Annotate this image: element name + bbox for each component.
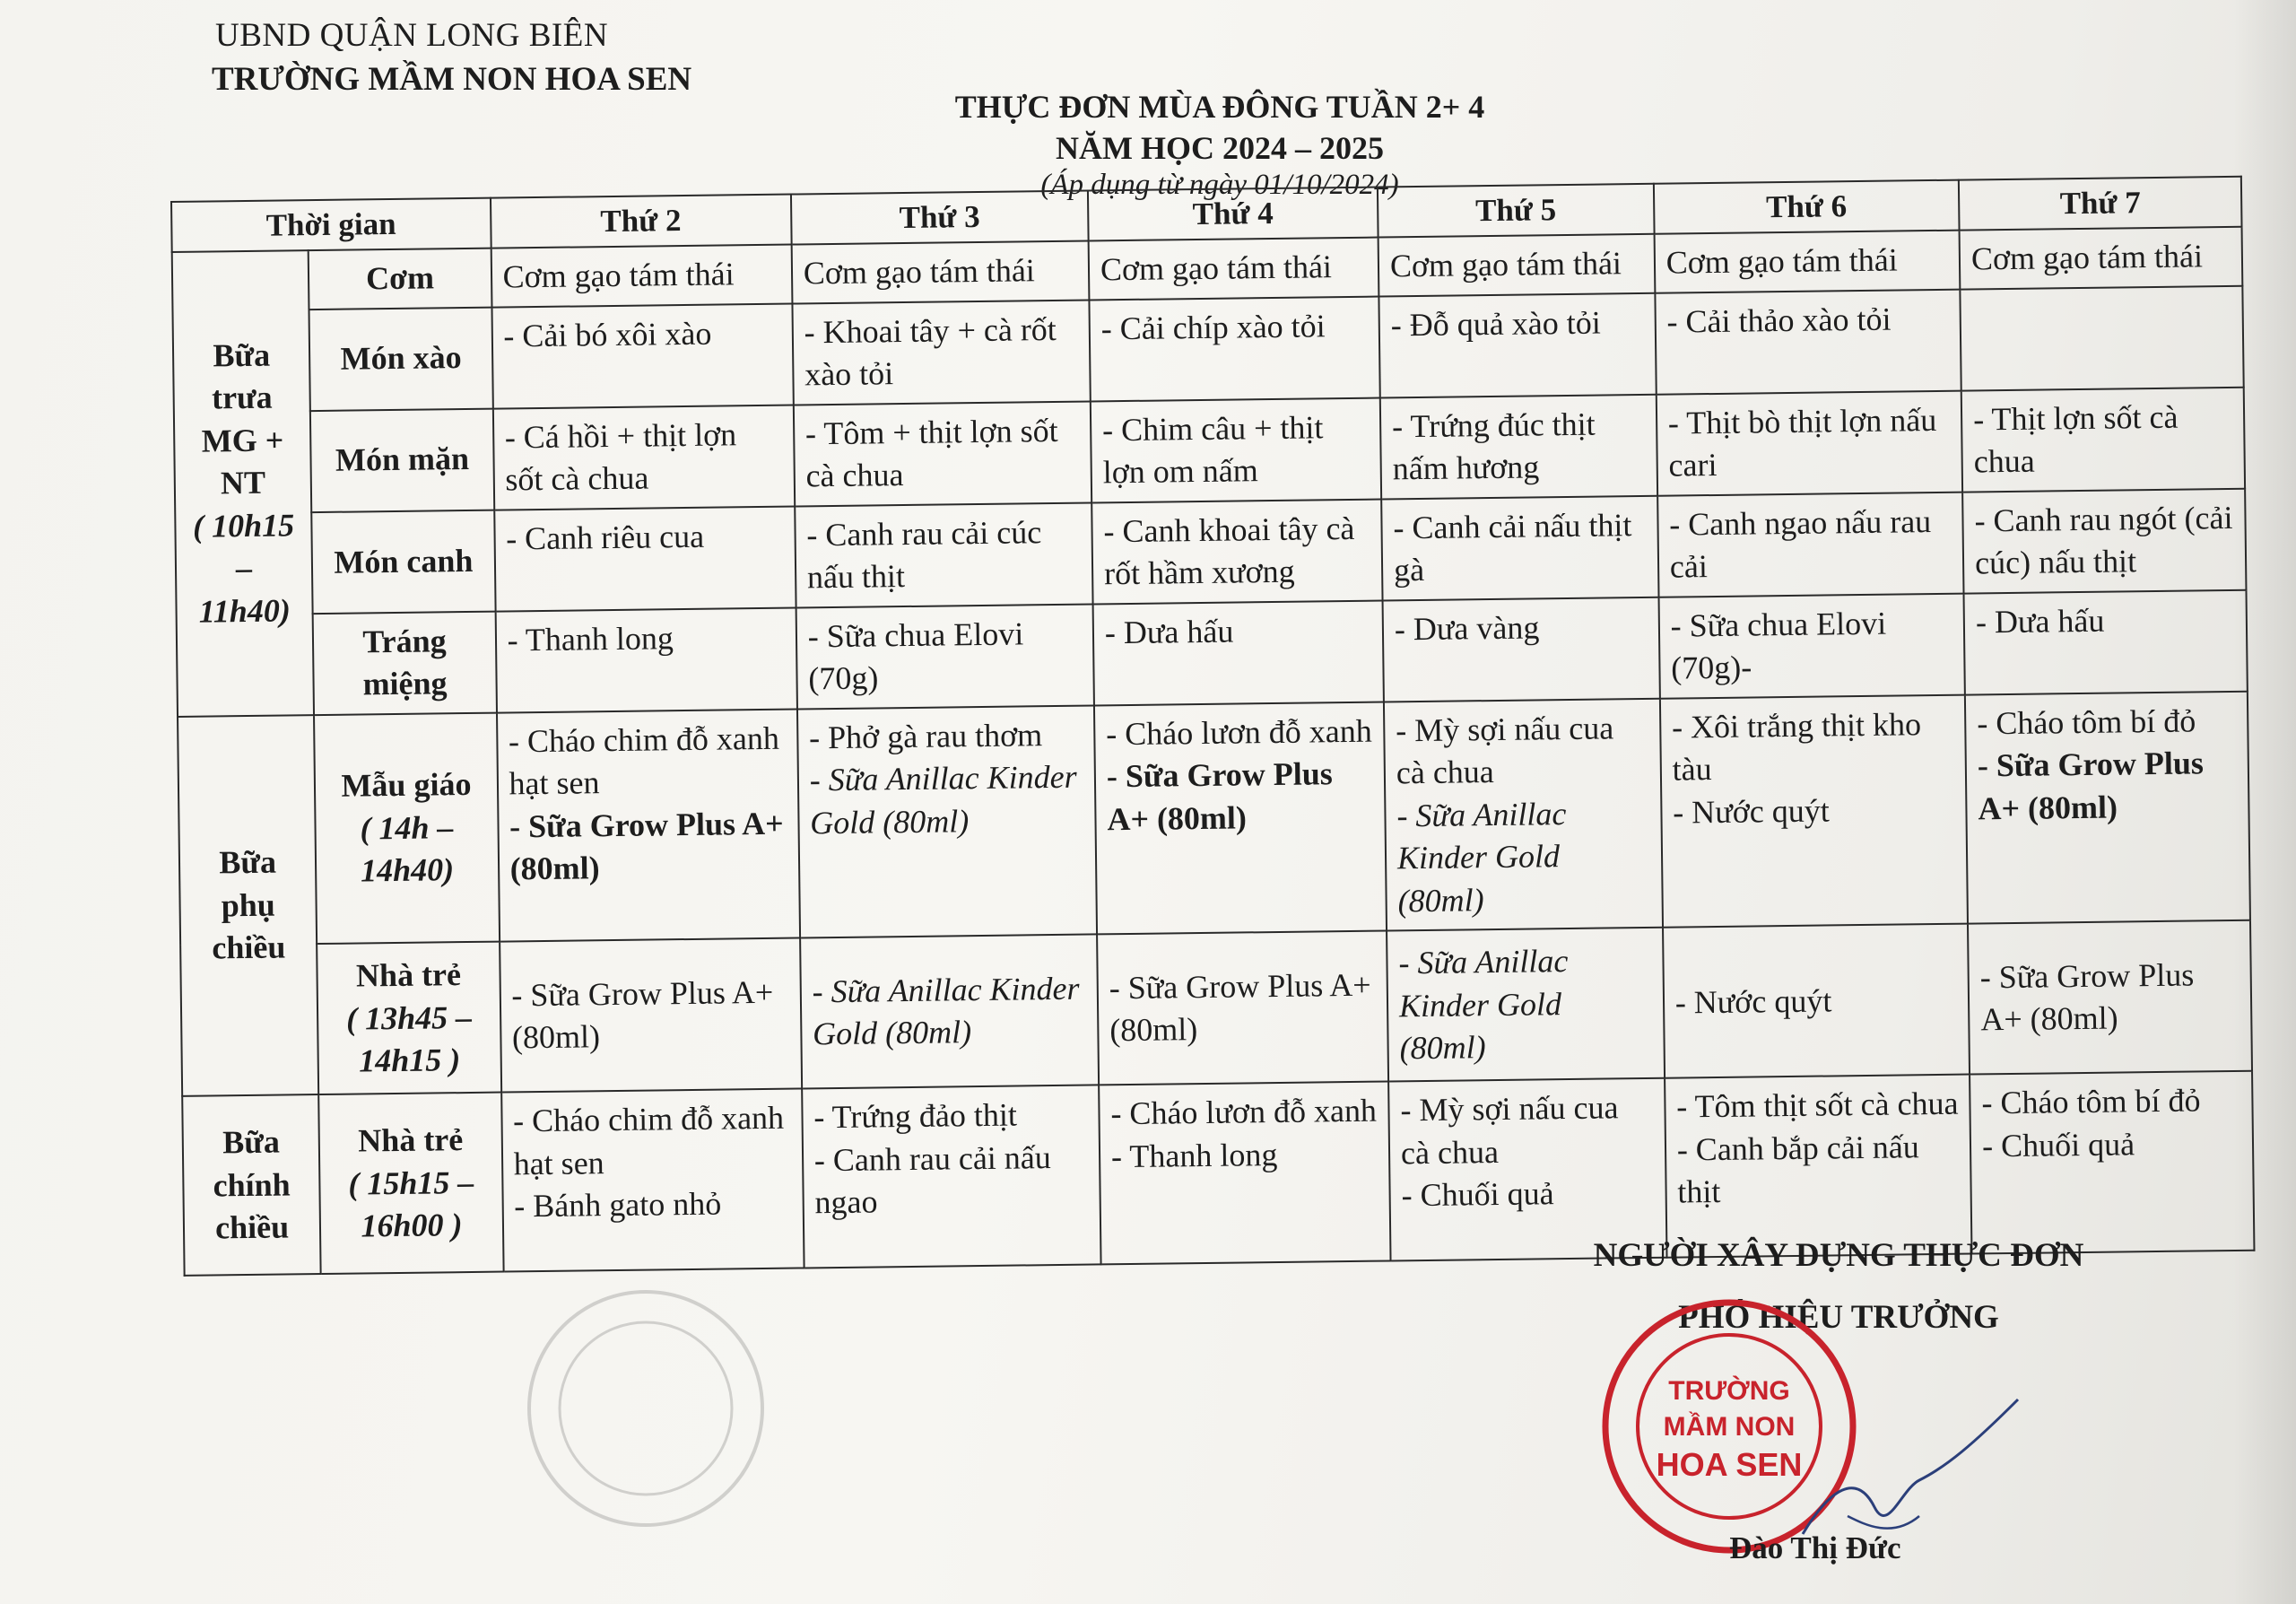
lunch-group-label: Bữa trưa MG + NT ( 10h15 – 11h40) xyxy=(172,250,315,716)
menu-cell: Cơm gạo tám thái xyxy=(1378,234,1656,296)
row-label-mau-giao: Mẫu giáo ( 14h – 14h40) xyxy=(314,712,499,944)
menu-cell: - Dưa hấu xyxy=(1964,590,2248,695)
menu-cell: - Canh rau cải cúc nấu thịt xyxy=(795,502,1093,607)
menu-cell: - Khoai tây + cà rốt xào tỏi xyxy=(792,300,1091,405)
menu-cell: - Sữa Anillac Kinder Gold (80ml) xyxy=(1387,928,1665,1082)
menu-cell: - Cháo lươn đỗ xanh - Thanh long xyxy=(1099,1082,1390,1265)
day-header: Thứ 2 xyxy=(491,195,792,248)
row-label-canh: Món canh xyxy=(312,510,496,614)
menu-builder-role: NGƯỜI XÂY DỰNG THỰC ĐƠN xyxy=(1593,1237,2084,1274)
row-label-xao: Món xào xyxy=(309,307,493,411)
menu-cell: - Trứng đảo thịt - Canh rau cải nấu ngao xyxy=(802,1085,1101,1268)
menu-cell: - Thịt lợn sốt cà chua xyxy=(1961,388,2245,493)
menu-cell: - Tôm thịt sốt cà chua - Canh bắp cải nấu thịt xyxy=(1665,1075,1972,1258)
menu-cell: - Mỳ sợi nấu cua cà chua - Chuối quả xyxy=(1388,1078,1666,1261)
menu-cell: Cơm gạo tám thái xyxy=(791,241,1089,304)
menu-cell: - Sữa Grow Plus A+ (80ml) xyxy=(1968,920,2252,1075)
menu-cell: Cơm gạo tám thái xyxy=(1089,238,1379,300)
menu-cell: - Dưa hấu xyxy=(1092,600,1383,705)
lunch-time: ( 10h15 – 11h40) xyxy=(192,507,295,630)
menu-cell: - Cháo tôm bí đỏ - Sữa Grow Plus A+ (80ml) xyxy=(1965,692,2250,924)
menu-cell: - Cải bó xôi xào xyxy=(491,303,794,408)
menu-cell: - Cháo tôm bí đỏ - Chuối quả xyxy=(1970,1071,2254,1254)
menu-cell: - Sữa Grow Plus A+ (80ml) xyxy=(1097,931,1388,1085)
menu-cell: - Cháo chim đỗ xanh hạt sen - Sữa Grow Plus A+ (80ml) xyxy=(497,709,800,942)
dinner-group-label: Bữa chính chiều xyxy=(182,1094,321,1276)
vice-principal-role: PHÓ HIỆU TRƯỞNG xyxy=(1678,1299,1999,1336)
menu-cell xyxy=(1960,285,2243,390)
menu-cell: Cơm gạo tám thái xyxy=(491,245,792,308)
school-header xyxy=(212,16,692,99)
menu-cell: - Canh rau ngót (cải cúc) nấu thịt xyxy=(1962,489,2246,594)
menu-cell: - Thanh long xyxy=(495,607,797,712)
menu-cell: - Canh ngao nấu rau cải xyxy=(1657,492,1964,597)
day-header: Thứ 3 xyxy=(791,191,1089,245)
menu-cell: - Nước quýt xyxy=(1663,924,1970,1078)
snack-nt-time: ( 13h45 – 14h15 ) xyxy=(345,998,473,1079)
table-row xyxy=(180,920,2252,1096)
menu-cell: - Canh cải nấu thịt gà xyxy=(1381,496,1658,601)
menu-cell: - Thịt bò thịt lợn nấu cari xyxy=(1657,390,1963,495)
row-label-nha-tre-snack: Nhà trẻ ( 13h45 – 14h15 ) xyxy=(317,942,501,1094)
menu-cell: - Sữa Anillac Kinder Gold (80ml) xyxy=(800,935,1099,1089)
snack-mg-time: ( 14h – 14h40) xyxy=(360,809,455,889)
menu-cell: - Xôi trắng thịt kho tàu - Nước quýt xyxy=(1660,694,1968,928)
menu-cell: - Mỳ sợi nấu cua cà chua - Sữa Anillac Kinder Gold (80ml) xyxy=(1384,699,1663,931)
menu-cell: - Cải thảo xào tỏi xyxy=(1655,289,1961,394)
signer-name: Đào Thị Đức xyxy=(1729,1530,1901,1565)
faint-stamp-image xyxy=(511,1274,780,1543)
row-label-nha-tre-dinner: Nhà trẻ ( 15h15 – 16h00 ) xyxy=(319,1093,504,1274)
row-label-com: Cơm xyxy=(309,248,491,309)
menu-cell: - Cải chíp xào tỏi xyxy=(1089,296,1379,401)
day-header: Thứ 6 xyxy=(1654,180,1960,234)
document-title: THỰC ĐƠN MÙA ĐÔNG TUẦN 2+ 4 xyxy=(954,89,1485,125)
menu-cell: - Tôm + thịt lợn sốt cà chua xyxy=(794,401,1092,506)
school-name: TRƯỜNG MẦM NON HOA SEN xyxy=(212,61,692,98)
svg-text:TRƯỜNG: TRƯỜNG xyxy=(1668,1376,1790,1406)
menu-cell: - Cháo lươn đỗ xanh - Sữa Grow Plus A+ (80ml) xyxy=(1094,702,1387,935)
menu-cell: - Đỗ quả xào tỏi xyxy=(1378,292,1656,397)
svg-text:MẦM NON: MẦM NON xyxy=(1663,1412,1796,1442)
time-header: Thời gian xyxy=(171,198,491,253)
menu-table xyxy=(170,176,2255,1277)
row-label-trang: Tráng miệng xyxy=(313,611,497,715)
menu-cell: - Chim câu + thịt lợn om nấm xyxy=(1091,397,1381,502)
day-header: Thứ 7 xyxy=(1959,177,2242,231)
table-row xyxy=(178,692,2250,946)
menu-cell: - Sữa chua Elovi (70g) xyxy=(796,604,1094,709)
menu-cell: - Sữa chua Elovi (70g)- xyxy=(1658,593,1965,698)
menu-cell: - Canh riêu cua xyxy=(494,506,796,611)
menu-cell: - Trứng đúc thịt nấm hương xyxy=(1380,395,1657,500)
menu-cell: - Dưa vàng xyxy=(1382,597,1659,702)
school-year: NĂM HỌC 2024 – 2025 xyxy=(1056,130,1384,166)
day-header: Thứ 4 xyxy=(1088,187,1378,241)
menu-cell: Cơm gạo tám thái xyxy=(1654,231,1960,293)
menu-cell: - Cá hồi + thịt lợn sốt cà chua xyxy=(492,405,795,510)
row-label-man: Món mặn xyxy=(310,408,494,512)
day-header: Thứ 5 xyxy=(1378,184,1654,238)
snack-group-label: Bữa phụ chiều xyxy=(178,715,319,1096)
svg-text:HOA SEN: HOA SEN xyxy=(1656,1446,1803,1483)
menu-cell: - Canh khoai tây cà rốt hầm xương xyxy=(1091,499,1382,604)
menu-cell: Cơm gạo tám thái xyxy=(1960,227,2243,289)
menu-cell: - Phở gà rau thơm - Sữa Anillac Kinder Gold (80ml) xyxy=(797,705,1097,938)
menu-cell: - Cháo chim đỗ xanh hạt sen - Bánh gato nhỏ xyxy=(501,1089,804,1272)
applied-date: (Áp dụng từ ngày 01/10/2024) xyxy=(1040,169,1399,201)
dinner-nt-time: ( 15h15 – 16h00 ) xyxy=(348,1164,474,1244)
menu-cell: - Sữa Grow Plus A+ (80ml) xyxy=(500,938,802,1093)
district-name: UBND QUẬN LONG BIÊN xyxy=(215,17,609,54)
